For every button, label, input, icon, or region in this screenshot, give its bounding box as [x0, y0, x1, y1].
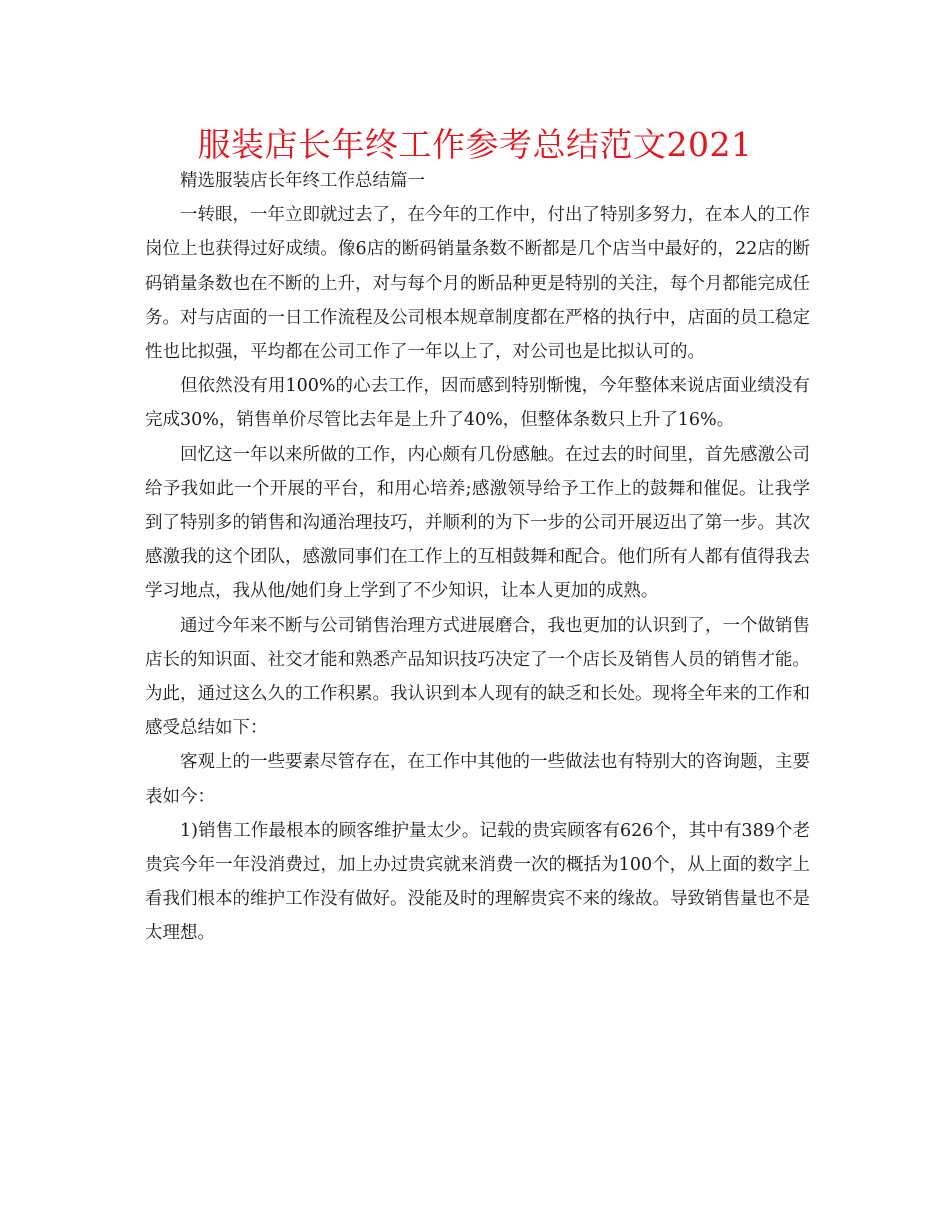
paragraph: 但依然没有用100%的心去工作，因而感到特别惭愧，今年整体来说店面业绩没有完成30%，销售单价尽管比去年是上升了40%，但整体条数只上升了16%。 [145, 376, 810, 431]
section-heading: 精选服装店长年终工作总结篇一 [180, 171, 425, 191]
document-body [145, 164, 810, 951]
paragraph: 回忆这一年以来所做的工作，内心颇有几份感触。在过去的时间里，首先感激公司给予我如此一个开展的平台，和用心培养;感激领导给予工作上的鼓舞和催促。让我学到了特别多的销售和沟通治理技巧，并顺利的为下一步的公司开展迈出了第一步。其次感激我的这个团队，感激同事们在工作上的互相鼓舞和配合。他们所有人都有值得我去学习地点，我从他/她们身上学到了不少知识，让本人更加的成熟。 [145, 444, 810, 602]
paragraph: 一转眼，一年立即就过去了，在今年的工作中，付出了特别多努力，在本人的工作岗位上也获得过好成绩。像6店的断码销量条数不断都是几个店当中最好的，22店的断码销量条数也在不断的上升，对与每个月的断品种更是特别的关注，每个月都能完成任务。对与店面的一日工作流程及公司根本规章制度都在严格的执行中，店面的员工稳定性也比拟强，平均都在公司工作了一年以上了，对公司也是比拟认可的。 [145, 205, 810, 363]
document-title: 服装店长年终工作参考总结范文2021 [197, 125, 753, 164]
paragraph: 通过今年来不断与公司销售治理方式进展磨合，我也更加的认识到了，一个做销售店长的知识面、社交才能和熟悉产品知识技巧决定了一个店长及销售人员的销售才能。为此，通过这么久的工作积累。我认识到本人现有的缺乏和长处。现将全年来的工作和感受总结如下： [145, 615, 810, 739]
paragraph: 1)销售工作最根本的顾客维护量太少。记载的贵宾顾客有626个，其中有389个老贵宾今年一年没消费过，加上办过贵宾就来消费一次的概括为100个，从上面的数字上看我们根本的维护工作没有做好。没能及时的理解贵宾不来的缘故。导致销售量也不是太理想。 [145, 820, 810, 944]
paragraph: 客观上的一些要素尽管存在，在工作中其他的一些做法也有特别大的咨询题，主要表如今： [145, 752, 810, 807]
